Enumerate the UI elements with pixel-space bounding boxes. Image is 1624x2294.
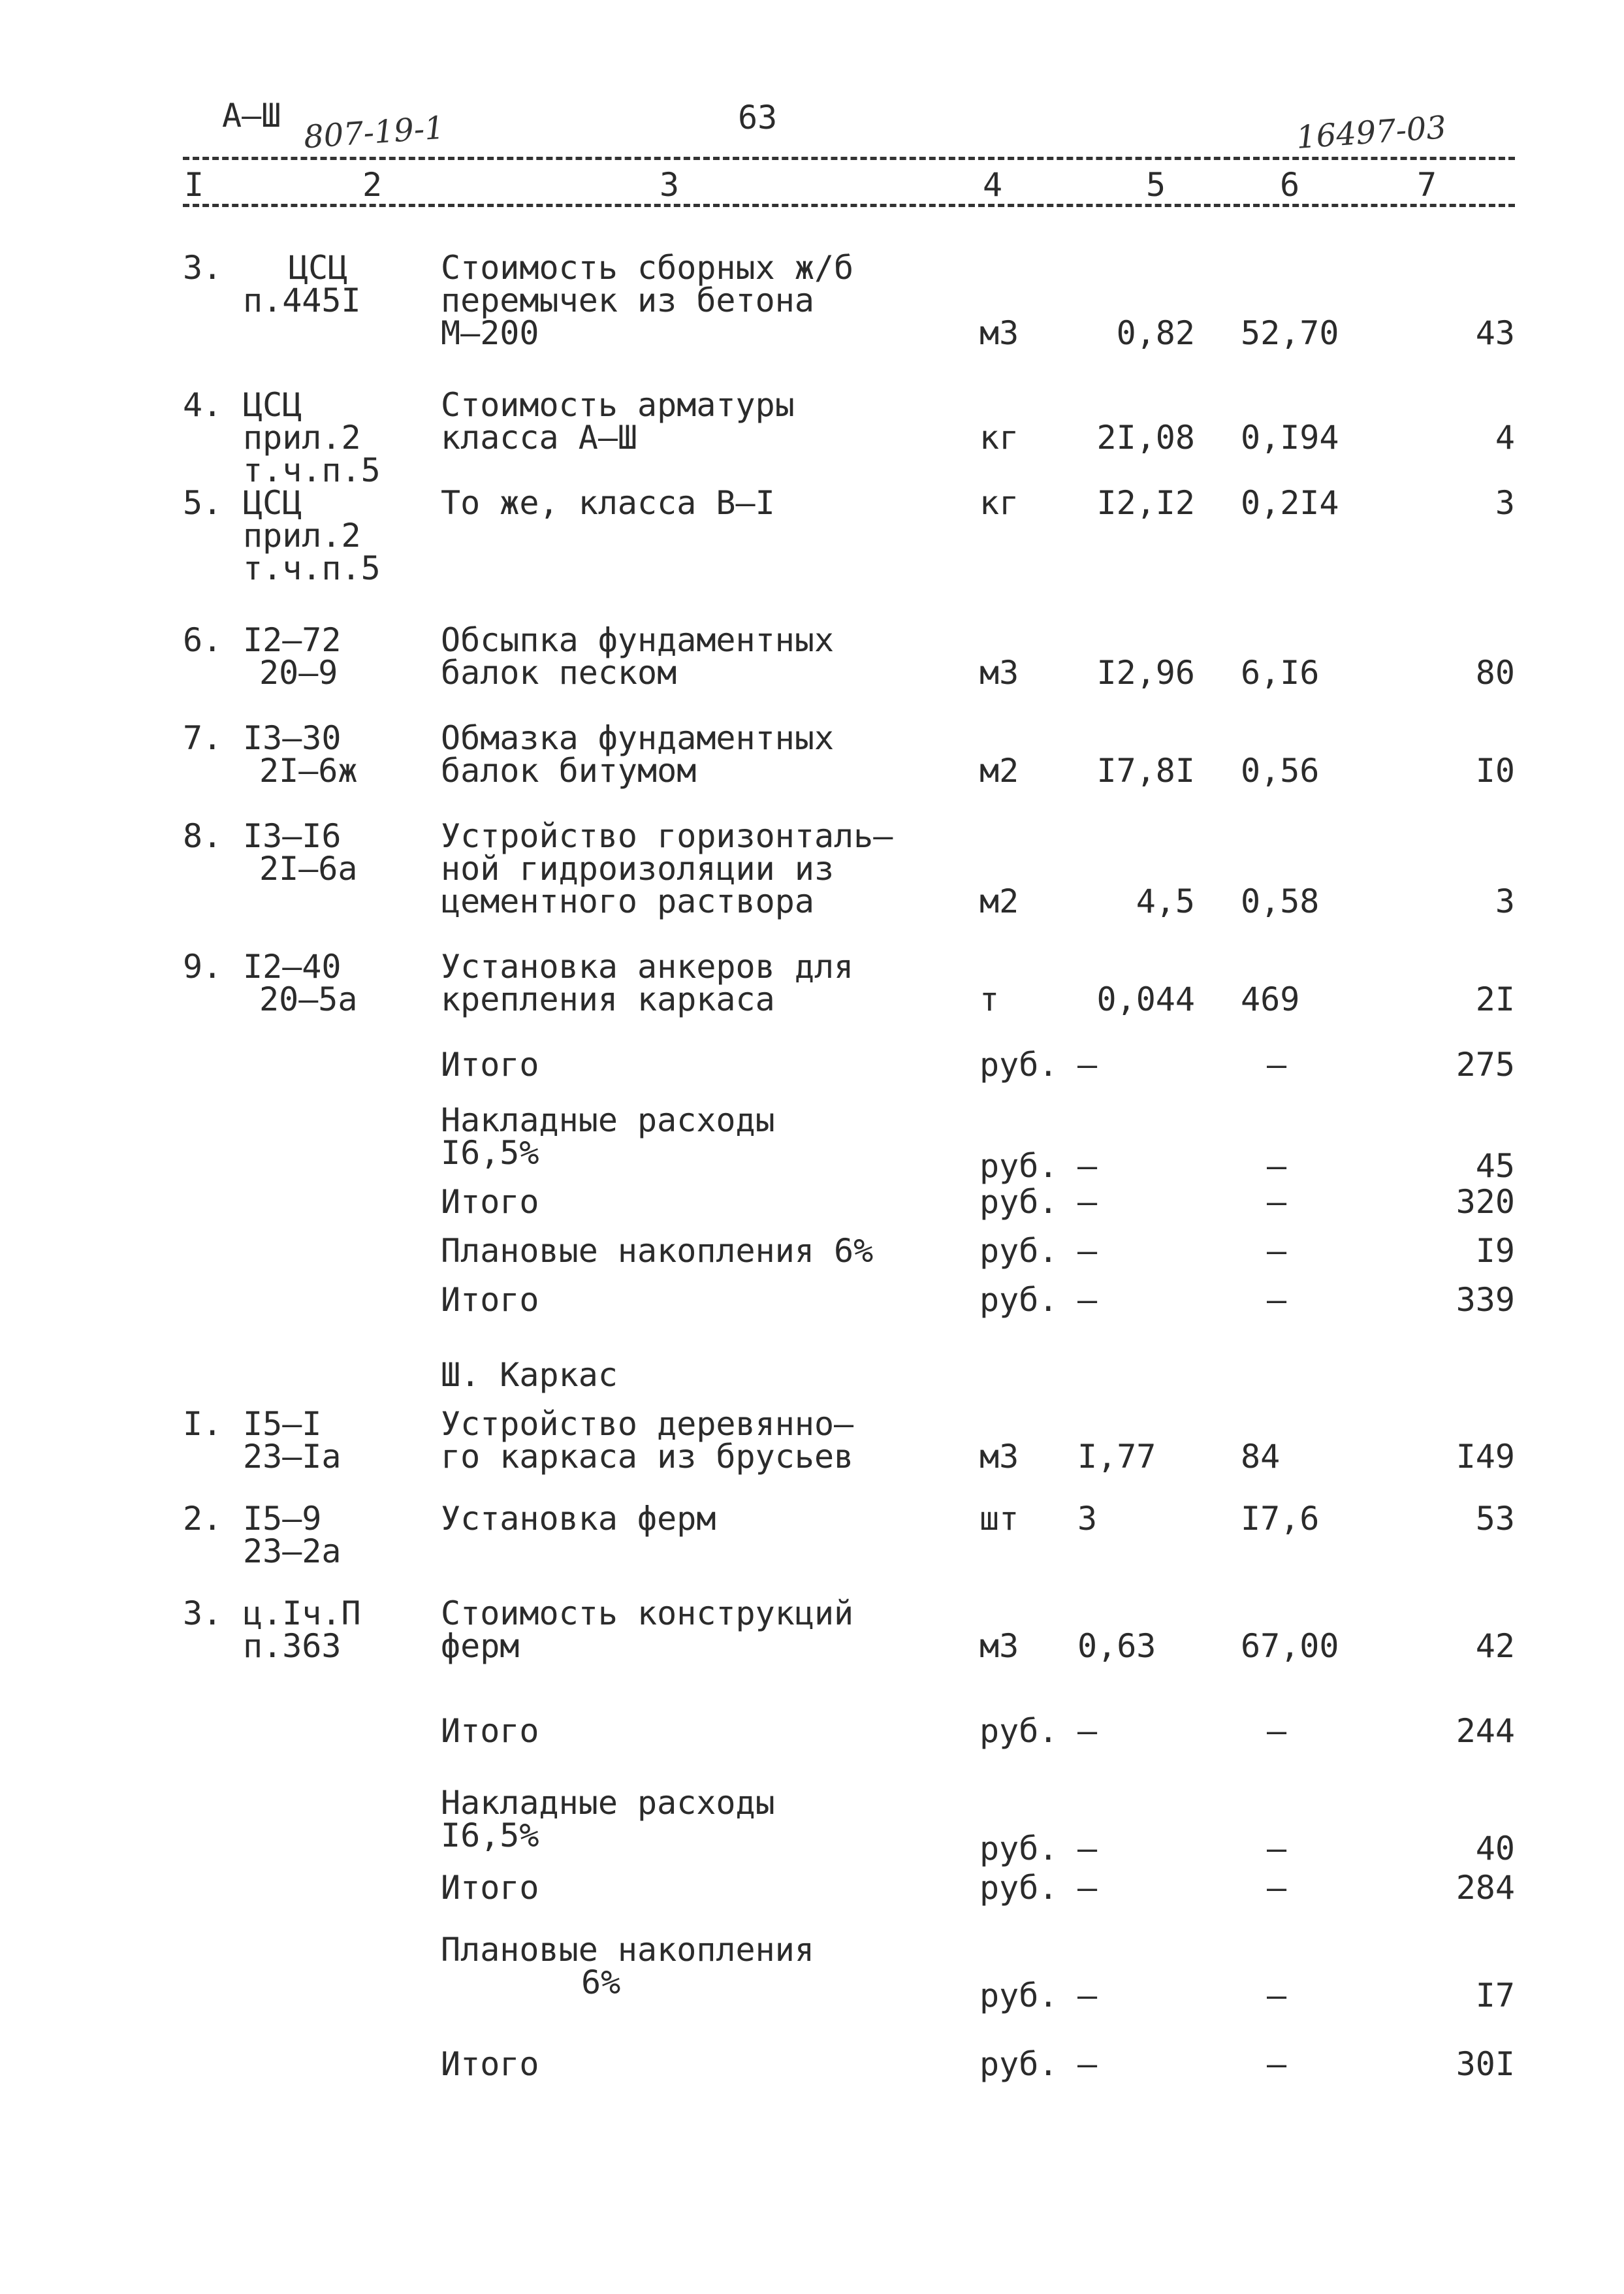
summary-quantity: – xyxy=(1077,1147,1098,1185)
col-header-2: 2 xyxy=(362,166,383,204)
row-quantity: 2I,08 xyxy=(1096,419,1195,457)
row-unit: кг xyxy=(979,419,1019,457)
handwritten-archive-number: 16497-03 xyxy=(1295,109,1448,156)
row-code: I5–I xyxy=(243,1405,322,1443)
summary-label: I6,5% xyxy=(441,1134,539,1172)
row-quantity: I,77 xyxy=(1077,1438,1156,1476)
col-header-7: 7 xyxy=(1417,166,1437,204)
row-unit: м3 xyxy=(979,1627,1019,1665)
row-code: ЦСЦ xyxy=(243,484,302,522)
summary-label: Плановые накопления xyxy=(441,1931,814,1969)
summary-price: – xyxy=(1267,1147,1287,1185)
row-total: 3 xyxy=(1495,882,1515,920)
row-unit: кг xyxy=(979,484,1019,522)
row-code: 2I–6а xyxy=(259,850,358,888)
row-description: ной гидроизоляции из xyxy=(441,850,835,888)
summary-total: 284 xyxy=(1456,1869,1515,1907)
summary-price: – xyxy=(1267,1977,1287,2014)
row-description: Стоимость конструкций xyxy=(441,1594,854,1632)
summary-price: – xyxy=(1267,1046,1287,1084)
row-description: балок песком xyxy=(441,654,677,692)
row-code: 20–5а xyxy=(259,980,358,1018)
summary-total: 339 xyxy=(1456,1281,1515,1319)
summary-total: 244 xyxy=(1456,1712,1515,1750)
row-price: 0,58 xyxy=(1241,882,1320,920)
summary-total: 275 xyxy=(1456,1046,1515,1084)
row-unit: м3 xyxy=(979,314,1019,352)
row-quantity: I2,I2 xyxy=(1096,484,1195,522)
page-number: 63 xyxy=(738,99,778,137)
row-total: 80 xyxy=(1475,654,1515,692)
row-code: п.363 xyxy=(243,1627,342,1665)
row-description: перемычек из бетона xyxy=(441,282,814,319)
row-total: 3 xyxy=(1495,484,1515,522)
row-code: ц.Iч.П xyxy=(243,1594,361,1632)
row-total: I49 xyxy=(1456,1438,1515,1476)
summary-total: 40 xyxy=(1475,1830,1515,1867)
summary-label: Итого xyxy=(441,1869,539,1907)
header-left-code: А–Ш xyxy=(222,97,281,135)
row-price: 52,70 xyxy=(1241,314,1339,352)
summary-quantity: – xyxy=(1077,1232,1098,1270)
row-price: 84 xyxy=(1241,1438,1281,1476)
row-code: 23–Iа xyxy=(243,1438,342,1476)
summary-unit: руб. xyxy=(979,1712,1059,1750)
row-number: 6. xyxy=(183,621,223,659)
row-total: I0 xyxy=(1475,752,1515,790)
col-header-4: 4 xyxy=(983,166,1003,204)
row-description: Установка анкеров для xyxy=(441,948,854,986)
summary-total: 30I xyxy=(1456,2045,1515,2083)
row-code: п.445I xyxy=(243,282,361,319)
row-price: 0,56 xyxy=(1241,752,1320,790)
row-unit: м2 xyxy=(979,882,1019,920)
row-code: I2–40 xyxy=(243,948,342,986)
row-description: ферм xyxy=(441,1627,520,1665)
row-code: 20–9 xyxy=(259,654,338,692)
handwritten-drawing-number: 807-19-1 xyxy=(302,109,446,156)
summary-label: Накладные расходы xyxy=(441,1784,775,1822)
row-price: 6,I6 xyxy=(1241,654,1320,692)
row-code: прил.2 xyxy=(243,517,361,555)
row-number: 4. xyxy=(183,386,223,424)
row-code: I2–72 xyxy=(243,621,342,659)
col-header-6: 6 xyxy=(1280,166,1300,204)
header-rule-top xyxy=(183,157,1515,160)
summary-label: Итого xyxy=(441,2045,539,2083)
summary-unit: руб. xyxy=(979,1232,1059,1270)
row-code: I5–9 xyxy=(243,1500,322,1538)
col-header-1: I xyxy=(184,166,204,204)
summary-quantity: – xyxy=(1077,1977,1098,2014)
row-description: Стоимость арматуры xyxy=(441,386,795,424)
row-price: 469 xyxy=(1241,980,1300,1018)
row-code: I3–I6 xyxy=(243,817,342,855)
row-description: балок битумом xyxy=(441,752,697,790)
row-quantity: 0,044 xyxy=(1096,980,1195,1018)
summary-price: – xyxy=(1267,1830,1287,1867)
row-description: Установка ферм xyxy=(441,1500,716,1538)
row-code: т.ч.п.5 xyxy=(243,549,381,587)
col-header-5: 5 xyxy=(1146,166,1166,204)
row-total: 2I xyxy=(1475,980,1515,1018)
header-rule-bottom xyxy=(183,204,1515,207)
summary-total: 320 xyxy=(1456,1183,1515,1221)
row-code: 23–2а xyxy=(243,1532,342,1570)
row-code: ЦСЦ xyxy=(243,386,302,424)
summary-unit: руб. xyxy=(979,1147,1059,1185)
row-number: 8. xyxy=(183,817,223,855)
row-price: I7,6 xyxy=(1241,1500,1320,1538)
row-quantity: 4,5 xyxy=(1136,882,1195,920)
summary-price: – xyxy=(1267,1281,1287,1319)
summary-unit: руб. xyxy=(979,2045,1059,2083)
summary-total: I7 xyxy=(1475,1977,1515,2014)
summary-label: Итого xyxy=(441,1183,539,1221)
summary-quantity: – xyxy=(1077,2045,1098,2083)
row-number: 7. xyxy=(183,719,223,757)
summary-label: Итого xyxy=(441,1281,539,1319)
summary-price: – xyxy=(1267,1232,1287,1270)
row-unit: шт xyxy=(979,1500,1019,1538)
row-description: То же, класса В–I xyxy=(441,484,775,522)
row-total: 43 xyxy=(1475,314,1515,352)
row-quantity: 0,63 xyxy=(1077,1627,1156,1665)
row-code: прил.2 xyxy=(243,419,361,457)
row-description: М–200 xyxy=(441,314,539,352)
row-description: Обсыпка фундаментных xyxy=(441,621,835,659)
row-quantity: 3 xyxy=(1077,1500,1098,1538)
row-unit: м2 xyxy=(979,752,1019,790)
row-description: крепления каркаса xyxy=(441,980,775,1018)
row-quantity: 0,82 xyxy=(1116,314,1195,352)
row-description: цементного раствора xyxy=(441,882,814,920)
summary-price: – xyxy=(1267,1869,1287,1907)
row-description: Устройство деревянно– xyxy=(441,1405,854,1443)
row-code: ЦСЦ xyxy=(289,249,348,287)
row-price: 67,00 xyxy=(1241,1627,1339,1665)
summary-label: 6% xyxy=(581,1963,621,2001)
summary-unit: руб. xyxy=(979,1977,1059,2014)
row-number: 3. xyxy=(183,249,223,287)
row-description: Стоимость сборных ж/б xyxy=(441,249,854,287)
row-unit: м3 xyxy=(979,654,1019,692)
summary-unit: руб. xyxy=(979,1046,1059,1084)
row-quantity: I2,96 xyxy=(1096,654,1195,692)
row-description: Устройство горизонталь– xyxy=(441,817,893,855)
summary-label: Плановые накопления 6% xyxy=(441,1232,874,1270)
row-total: 42 xyxy=(1475,1627,1515,1665)
summary-price: – xyxy=(1267,1183,1287,1221)
summary-quantity: – xyxy=(1077,1869,1098,1907)
row-quantity: I7,8I xyxy=(1096,752,1195,790)
summary-label: Накладные расходы xyxy=(441,1101,775,1139)
summary-price: – xyxy=(1267,1712,1287,1750)
row-description: класса А–Ш xyxy=(441,419,638,457)
summary-unit: руб. xyxy=(979,1869,1059,1907)
summary-quantity: – xyxy=(1077,1830,1098,1867)
summary-quantity: – xyxy=(1077,1712,1098,1750)
row-code: т.ч.п.5 xyxy=(243,451,381,489)
summary-unit: руб. xyxy=(979,1183,1059,1221)
row-price: 0,I94 xyxy=(1241,419,1339,457)
row-description: го каркаса из брусьев xyxy=(441,1438,854,1476)
summary-quantity: – xyxy=(1077,1183,1098,1221)
row-number: 2. xyxy=(183,1500,223,1538)
row-price: 0,2I4 xyxy=(1241,484,1339,522)
row-number: 3. xyxy=(183,1594,223,1632)
summary-unit: руб. xyxy=(979,1830,1059,1867)
col-header-3: 3 xyxy=(660,166,680,204)
summary-total: 45 xyxy=(1475,1147,1515,1185)
row-number: 5. xyxy=(183,484,223,522)
section-title: Ш. Каркас xyxy=(441,1356,618,1394)
row-number: I. xyxy=(183,1405,223,1443)
row-code: I3–30 xyxy=(243,719,342,757)
row-description: Обмазка фундаментных xyxy=(441,719,835,757)
summary-label: Итого xyxy=(441,1046,539,1084)
summary-total: I9 xyxy=(1475,1232,1515,1270)
summary-unit: руб. xyxy=(979,1281,1059,1319)
row-code: 2I–6ж xyxy=(259,752,358,790)
row-number: 9. xyxy=(183,948,223,986)
row-unit: т xyxy=(979,980,1000,1018)
row-total: 4 xyxy=(1495,419,1515,457)
summary-label: I6,5% xyxy=(441,1817,539,1854)
summary-label: Итого xyxy=(441,1712,539,1750)
summary-quantity: – xyxy=(1077,1046,1098,1084)
summary-quantity: – xyxy=(1077,1281,1098,1319)
row-unit: м3 xyxy=(979,1438,1019,1476)
summary-price: – xyxy=(1267,2045,1287,2083)
row-total: 53 xyxy=(1475,1500,1515,1538)
